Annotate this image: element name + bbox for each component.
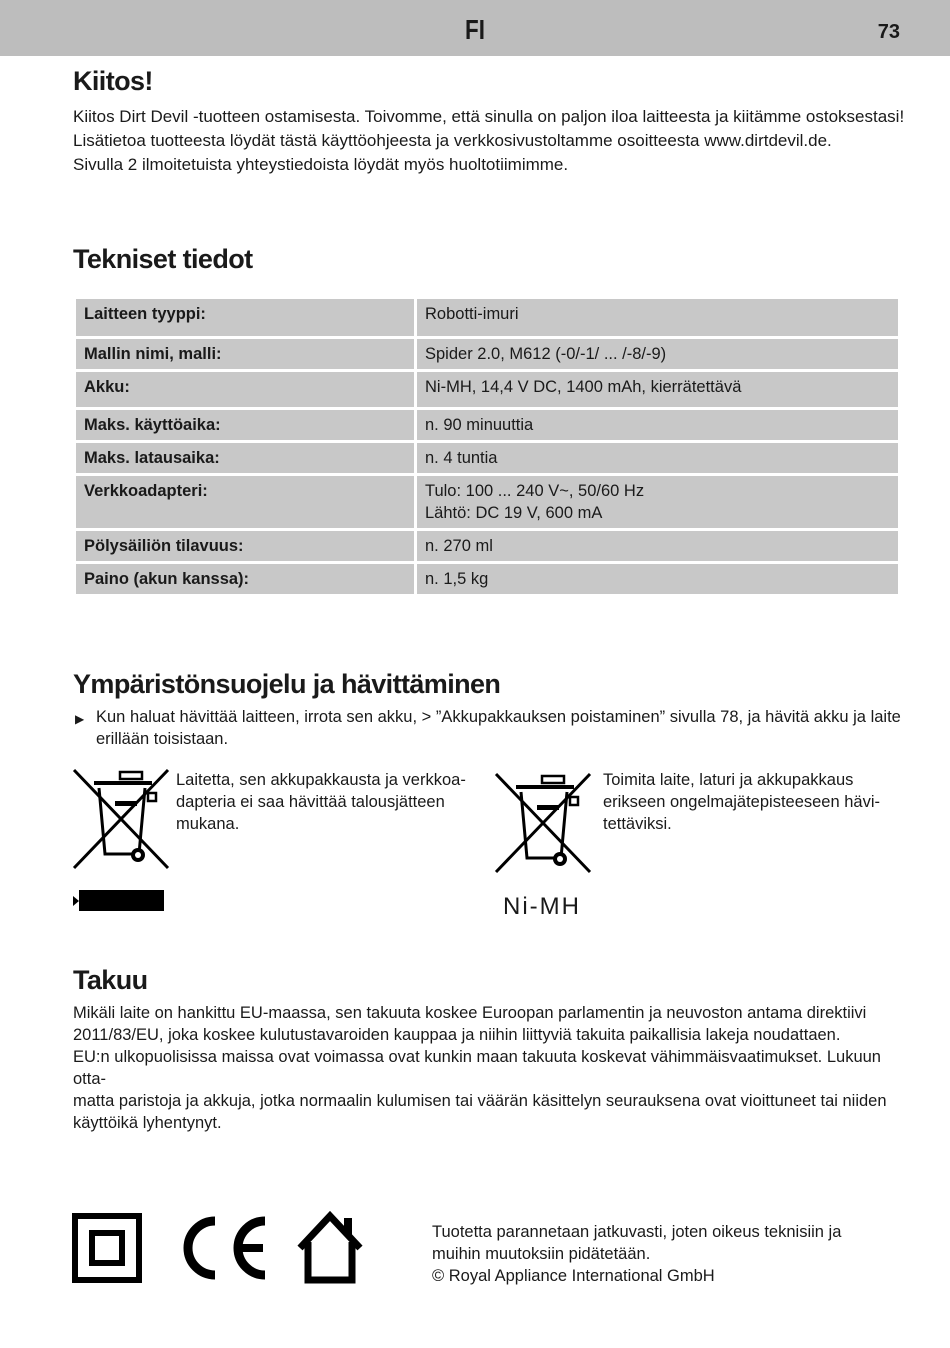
double-insulation-icon — [72, 1213, 142, 1288]
bin2-line: tettäviksi. — [603, 815, 672, 833]
bin1-line: mukana. — [176, 815, 240, 833]
spec-label: Maks. käyttöaika: — [76, 410, 414, 440]
spec-value: Robotti-imuri — [417, 299, 898, 336]
section-title-tech: Tekniset tiedot — [73, 244, 253, 274]
ce-mark-icon — [175, 1213, 271, 1288]
bullet-arrow-icon: ▶ — [75, 712, 85, 726]
footer-line: muihin muutoksiin pidätetään. — [432, 1245, 651, 1263]
spec-row — [76, 410, 898, 440]
warranty-paragraph — [73, 1002, 913, 1134]
crossed-bin-battery-icon — [494, 772, 594, 881]
footer-notice — [432, 1221, 892, 1287]
spec-label: Verkkoadapteri: — [76, 476, 414, 528]
battery-type-label: Ni-MH — [503, 893, 581, 920]
section-title-warranty: Takuu — [73, 965, 148, 995]
bin1-line: dapteria ei saa hävittää talousjätteen — [176, 793, 445, 811]
bin1-text — [176, 769, 466, 835]
warranty-line: 2011/83/EU, joka koskee kulutustavaroiden kauppaa ja niihin liittyviä takuita paikallisia lakeja noudattaen. — [73, 1026, 841, 1044]
spec-row — [76, 299, 898, 336]
spec-value-line: Lähtö: DC 19 V, 600 mA — [425, 504, 603, 522]
spec-label: Laitteen tyyppi: — [76, 299, 414, 336]
spec-value: n. 90 minuuttia — [417, 410, 898, 440]
spec-row — [76, 339, 898, 369]
spec-label: Mallin nimi, malli: — [76, 339, 414, 369]
language-code: FI — [465, 14, 485, 45]
bin1-line: Laitetta, sen akkupakkausta ja verkkoa- — [176, 771, 466, 789]
spec-row — [76, 564, 898, 594]
thanks-line: Lisätietoa tuotteesta löydät tästä käyttöohjeesta ja verkkosivustoltamme osoitteesta www.dirtdevil.de. — [73, 131, 832, 150]
spec-value-line: Tulo: 100 ... 240 V~, 50/60 Hz — [425, 482, 645, 500]
thanks-line: Sivulla 2 ilmoitetuista yhteystiedoista löydät myös huoltotiimimme. — [73, 155, 569, 174]
warranty-line: Mikäli laite on hankittu EU-maassa, sen takuuta koskee Euroopan parlamentin ja neuvoston antama direktiivi — [73, 1004, 867, 1022]
spec-label: Maks. latausaika: — [76, 443, 414, 473]
disposal-bullet — [73, 706, 903, 750]
section-title-environment: Ympäristönsuojelu ja hävittäminen — [73, 669, 501, 699]
page-number: 73 — [877, 21, 900, 43]
thanks-line: Kiitos Dirt Devil -tuotteen ostamisesta. Toivomme, että sinulla on paljon iloa laitteesta ja kiitämme ostoksestasi! — [73, 107, 905, 126]
bin2-text — [603, 769, 880, 835]
section-title-thanks: Kiitos! — [73, 66, 153, 96]
crossed-bin-icon — [72, 768, 172, 877]
spec-value: n. 270 ml — [417, 531, 898, 561]
bullet-text: Kun haluat hävittää laitteen, irrota sen akku, > ”Akkupakkauksen poistaminen” sivulla 78, ja hävitä akku ja laite erillään toisistaan. — [96, 708, 901, 748]
bin2-line: Toimita laite, laturi ja akkupakkaus — [603, 771, 854, 789]
bin2-line: erikseen ongelmajätepisteeseen hävi- — [603, 793, 881, 811]
spec-value: n. 4 tuntia — [417, 443, 898, 473]
thanks-paragraph — [73, 105, 913, 177]
spec-row — [76, 531, 898, 561]
warranty-line: EU:n ulkopuolisissa maissa ovat voimassa ovat kunkin maan takuuta koskevat vähimmäisvaatimukset. Lukuun otta- — [73, 1048, 881, 1088]
page-header-bar — [0, 0, 950, 56]
footer-line: © Royal Appliance International GmbH — [432, 1267, 715, 1285]
warranty-line: matta paristoja ja akkuja, jotka normaalin kulumisen tai väärän käsittelyn seurauksena ovat vioittuneet tai niiden — [73, 1092, 887, 1110]
spec-label: Pölysäiliön tilavuus: — [76, 531, 414, 561]
separate-collection-bar — [79, 890, 164, 911]
spec-value: Ni-MH, 14,4 V DC, 1400 mAh, kierrätettävä — [417, 372, 898, 407]
spec-label: Akku: — [76, 372, 414, 407]
spec-value: n. 1,5 kg — [417, 564, 898, 594]
spec-value: Spider 2.0, M612 (-0/-1/ ... /-8/-9) — [417, 339, 898, 369]
spec-label: Paino (akun kanssa): — [76, 564, 414, 594]
spec-row — [76, 443, 898, 473]
warranty-line: käyttöikä lyhentynyt. — [73, 1114, 222, 1132]
indoor-use-icon — [294, 1210, 366, 1289]
spec-table — [73, 296, 901, 597]
spec-row — [76, 372, 898, 407]
spec-row — [76, 476, 898, 528]
spec-value — [417, 476, 898, 528]
footer-line: Tuotetta parannetaan jatkuvasti, joten oikeus teknisiin ja — [432, 1223, 842, 1241]
